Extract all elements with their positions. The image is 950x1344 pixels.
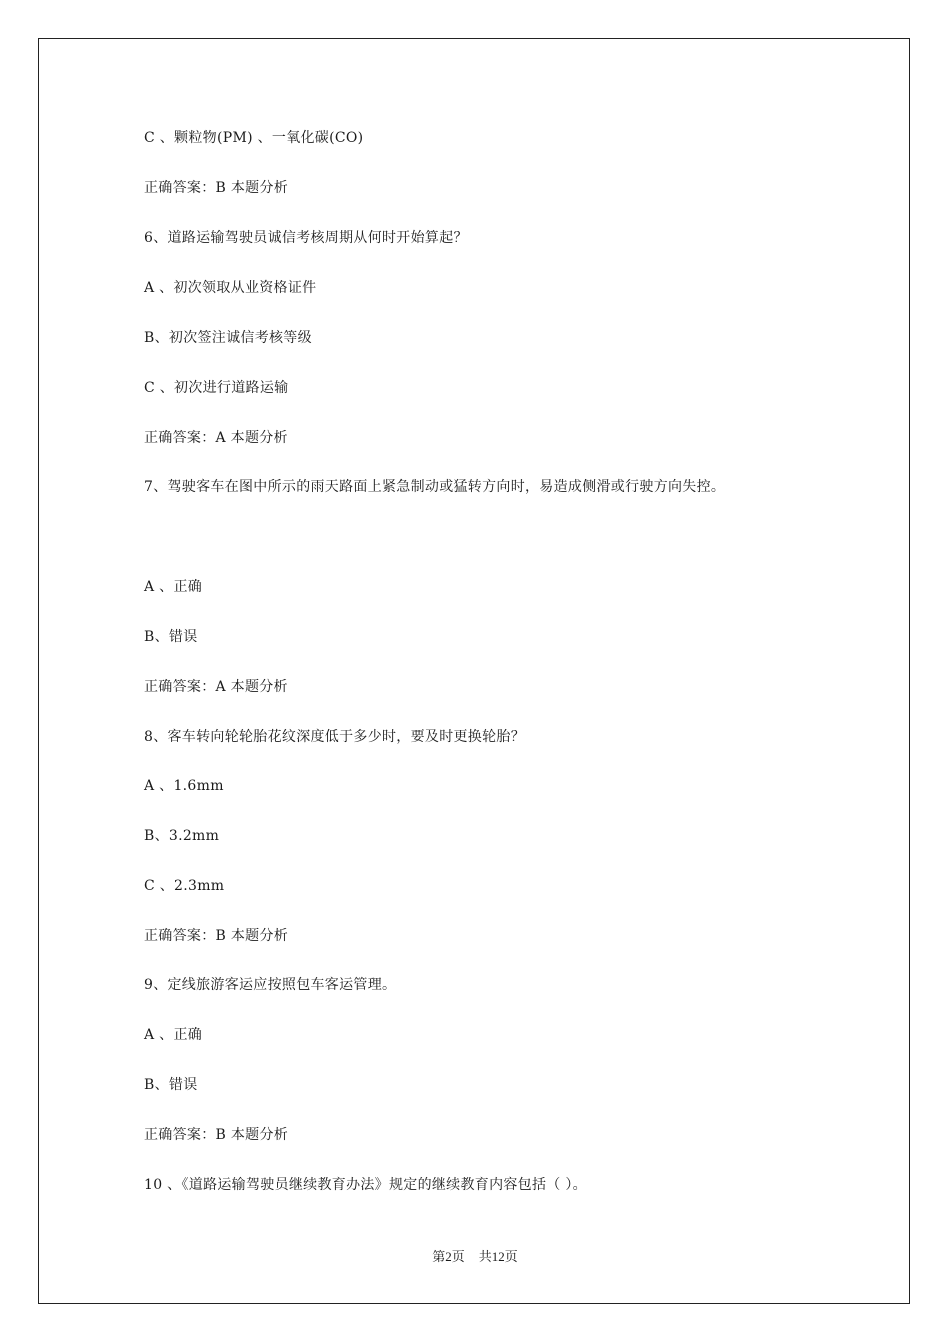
option-b-q6: B、初次签注诚信考核等级 [144,330,312,346]
option-c-q6: C 、初次进行道路运输 [144,380,289,396]
question-7: 7、驾驶客车在图中所示的雨天路面上紧急制动或猛转方向时，易造成侧滑或行驶方向失控。 [144,479,726,495]
option-b-q7: B、错误 [144,629,198,645]
question-8: 8、客车转向轮轮胎花纹深度低于多少时，要及时更换轮胎？ [144,729,526,745]
page-number: 第2页 [432,1249,465,1264]
page-border [38,38,910,1304]
option-a-q7: A 、正确 [144,579,203,595]
answer-q7: 正确答案：A 本题分析 [144,679,288,695]
option-a-q8: A 、1.6mm [144,778,224,794]
question-9: 9、定线旅游客运应按照包车客运管理。 [144,977,397,993]
option-b-q9: B、错误 [144,1077,198,1093]
answer-q8: 正确答案：B 本题分析 [144,928,289,944]
option-a-q6: A 、初次领取从业资格证件 [144,280,317,296]
option-c-q5: C 、颗粒物(PM) 、一氧化碳(CO) [144,130,364,146]
question-10: 10 、《道路运输驾驶员继续教育办法》规定的继续教育内容包括（ ）。 [144,1177,587,1193]
answer-q6: 正确答案：A 本题分析 [144,430,288,446]
page-total: 共12页 [478,1249,518,1264]
option-c-q8: C 、2.3mm [144,878,225,894]
page-footer [0,1248,950,1266]
option-a-q9: A 、正确 [144,1027,203,1043]
option-b-q8: B、3.2mm [144,828,220,844]
question-6: 6、道路运输驾驶员诚信考核周期从何时开始算起？ [144,230,468,246]
answer-q5: 正确答案：B 本题分析 [144,180,289,196]
answer-q9: 正确答案：B 本题分析 [144,1127,289,1143]
